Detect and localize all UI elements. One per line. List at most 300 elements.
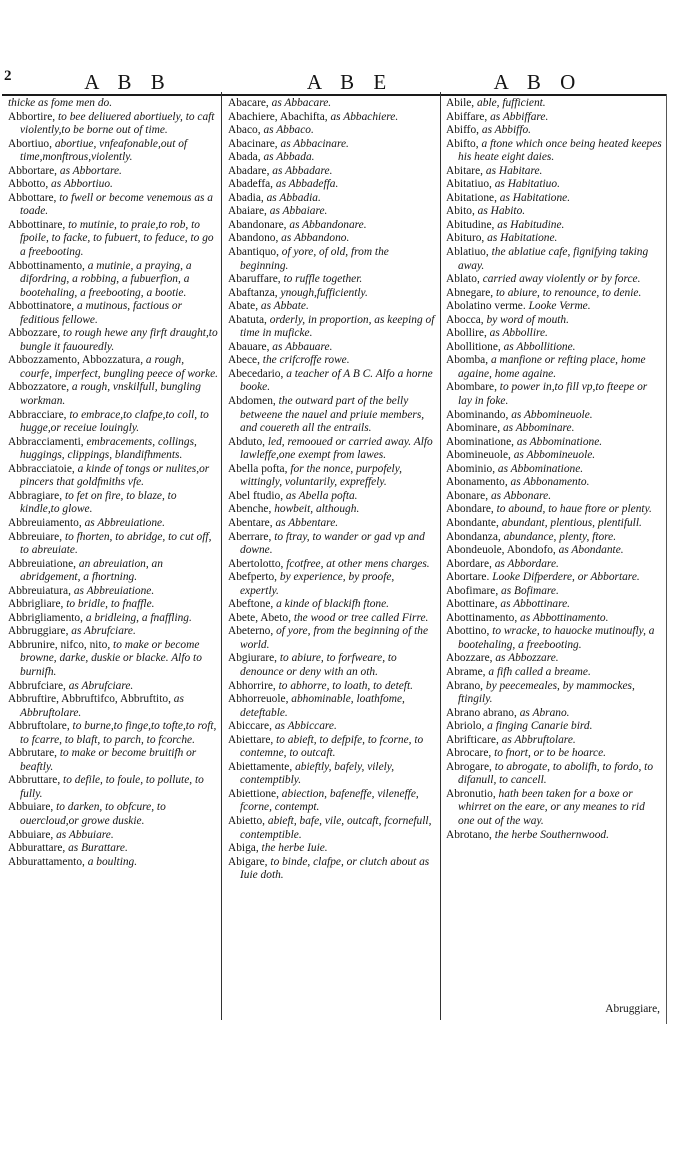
entry-headword: Abbotto, <box>8 178 49 191</box>
entry-gloss: as Habitare. <box>485 164 543 177</box>
entry-headword: Abozzare, <box>446 652 493 665</box>
entry-gloss: as Abbauare. <box>272 340 333 353</box>
entry-gloss: abiection, bafeneffe, vileneffe, fcorne, contempt. <box>240 787 419 814</box>
dictionary-entry <box>446 449 662 463</box>
entry-headword: Abbottare, <box>8 191 57 204</box>
entry-gloss: the herbe Iuie. <box>261 842 328 855</box>
entry-gloss: a bridleing, a fnaffling. <box>85 611 192 624</box>
entry-gloss: a finging Canarie bird. <box>487 720 593 733</box>
entry-gloss: led, remooued or carried away. Alfo lawleffe,one exempt from lawes. <box>240 435 433 462</box>
column-header-2: A B E <box>306 70 394 94</box>
entry-headword: Abbragiare, <box>8 489 63 502</box>
entry-headword: Abiffare, <box>446 110 488 123</box>
entry-headword: Abbottinare, <box>8 218 66 231</box>
entry-gloss: to make or become bruitifh or beaftly. <box>20 747 197 773</box>
dictionary-entry <box>228 192 436 206</box>
dictionary-entry <box>228 517 436 531</box>
entry-headword: Abandono, <box>228 232 279 245</box>
entry-headword: Ablatiuo, <box>446 246 489 259</box>
entry-gloss: as Habitatione. <box>499 191 571 204</box>
entry-headword: Abaftanza, <box>228 286 278 299</box>
entry-headword: Abbuiare, <box>8 801 54 814</box>
entry-gloss: a teacher of A B C. Alfo a horne booke. <box>240 367 433 394</box>
entry-headword: Abbortare, <box>8 164 58 177</box>
entry-headword: Abdomen, <box>228 395 276 408</box>
dictionary-entry <box>446 517 662 531</box>
running-headers <box>0 62 690 92</box>
entry-gloss: to rough hewe any firft draught,to bungle it fauouredly. <box>20 327 218 353</box>
entry-headword: Abbreuiatura, <box>8 584 71 597</box>
dictionary-entry <box>8 625 218 639</box>
entry-gloss: to abound, to haue ftore or plenty. <box>496 503 652 516</box>
entry-headword: Abbozzare, <box>8 327 61 340</box>
entry-headword: Abonare, <box>446 489 489 502</box>
dictionary-entry <box>228 287 436 301</box>
entry-gloss: to abieft, to defpife, to fcorne, to contemne, to outcaft. <box>240 733 424 760</box>
entry-gloss: as Abbandono. <box>281 232 350 245</box>
entry-gloss: a fifh called a breame. <box>488 665 591 678</box>
dictionary-entry <box>8 856 218 870</box>
entry-headword: Abbruttare, <box>8 774 61 787</box>
entry-headword: Abnegare, <box>446 286 494 299</box>
entry-gloss: as Habitatiuo. <box>494 178 560 191</box>
dictionary-entry <box>8 598 218 612</box>
entry-gloss: to ftray, to wander or gad vp and downe. <box>240 530 425 557</box>
entry-headword: Abominatione, <box>446 435 515 448</box>
entry-gloss: to power in,to fill vp,to fteepe or lay in foke. <box>458 381 648 408</box>
dictionary-entry <box>8 517 218 531</box>
entry-gloss: as Abbortiuo. <box>51 178 113 191</box>
entry-headword: Abomineuole, <box>446 449 511 462</box>
entry-gloss: as Habitudine. <box>497 218 565 231</box>
dictionary-entry <box>446 585 662 599</box>
entry-gloss: as Habito. <box>477 205 526 218</box>
entry-gloss: as Abbadia. <box>266 191 321 204</box>
entry-gloss: a mutinous, factious or feditious fellowe. <box>20 300 183 326</box>
dictionary-entry <box>228 246 436 273</box>
dictionary-column-1 <box>8 97 218 869</box>
entry-headword: Abottino, <box>446 625 490 638</box>
dictionary-entry <box>228 815 436 842</box>
dictionary-entry <box>446 232 662 246</box>
dictionary-entry <box>446 138 662 165</box>
entry-headword: Abonamento, <box>446 476 508 489</box>
dictionary-entry <box>8 327 218 354</box>
dictionary-entry <box>228 842 436 856</box>
entry-gloss: as Abbuiare. <box>56 828 114 841</box>
dictionary-entry <box>228 111 436 125</box>
entry-gloss: abortiue, vnfeafonable,out of time,monftrous,violently. <box>20 137 188 164</box>
column-divider-2 <box>440 92 441 1020</box>
entry-headword: Abortare. <box>446 571 490 584</box>
entry-headword: Abriolo, <box>446 720 485 733</box>
entry-headword: Abadia, <box>228 191 264 204</box>
entry-gloss: as Abbottinare. <box>500 598 571 611</box>
dictionary-entry <box>446 707 662 721</box>
entry-headword: Abbottinamento, <box>8 259 85 272</box>
entry-headword: Abadeffa, <box>228 178 274 191</box>
entry-gloss: a mutinie, a praying, a difordring, a robbing, a fubuerfion, a bootehaling, a freebooting, a bootie. <box>20 259 192 299</box>
entry-gloss: as Bofimare. <box>501 584 559 597</box>
entry-headword: Abentare, <box>228 516 273 529</box>
entry-gloss: as Abbordare. <box>494 557 559 570</box>
entry-headword: Abhorrire, <box>228 679 276 692</box>
entry-gloss: of yore, from the beginning of the world. <box>240 625 429 651</box>
dictionary-entry <box>8 639 218 680</box>
entry-gloss: the outward part of the belly betweene the nauel and priuie members, and couereth all the entrails. <box>240 395 425 435</box>
entry-gloss: able, fufficient. <box>477 97 546 109</box>
dictionary-entry <box>228 788 436 815</box>
dictionary-entry <box>8 219 218 260</box>
entry-gloss: as Abbada. <box>263 151 315 164</box>
dictionary-entry <box>228 720 436 734</box>
dictionary-entry <box>446 314 662 328</box>
dictionary-entry <box>446 246 662 273</box>
dictionary-entry <box>8 558 218 585</box>
entry-gloss: as Abbadare. <box>272 164 333 177</box>
dictionary-entry <box>8 747 218 774</box>
entry-headword: Abortiuo, <box>8 137 52 150</box>
dictionary-entry <box>228 503 436 517</box>
dictionary-entry <box>228 138 436 152</box>
entry-gloss: as Abbreuiatione. <box>84 516 165 529</box>
entry-headword: Abrotano, <box>446 828 492 841</box>
entry-headword: Abiffo, <box>446 124 480 137</box>
dictionary-entry <box>446 544 662 558</box>
entry-headword: Abollire, <box>446 327 487 340</box>
entry-headword: Abominando, <box>446 408 509 421</box>
entry-headword: Abrogare, <box>446 760 492 773</box>
dictionary-entry <box>228 273 436 287</box>
entry-headword: Abito, <box>446 205 475 218</box>
dictionary-entry <box>446 761 662 788</box>
entry-gloss: as Abbonare. <box>490 489 552 502</box>
dictionary-entry <box>446 381 662 408</box>
dictionary-entry <box>8 680 218 694</box>
entry-gloss: a kinde of tongs or nulites,or pincers that goldfmiths vfe. <box>20 462 210 489</box>
entry-headword: Abertolotto, <box>228 557 284 570</box>
entry-gloss: to embrace,to clafpe,to coll, to hugge,or receiue louingly. <box>20 408 209 435</box>
entry-headword: Abduto, <box>228 435 266 448</box>
entry-headword: Abburattamento, <box>8 855 85 868</box>
entry-gloss: to fnort, or to be hoarce. <box>494 747 606 760</box>
entry-headword: Abronutio, <box>446 787 496 800</box>
entry-gloss: as Abbollire. <box>489 327 548 340</box>
entry-headword: Abiga, <box>228 842 259 855</box>
entry-headword: Abeftone, <box>228 598 274 611</box>
entry-headword: Abitudine, <box>446 218 495 231</box>
entry-gloss: the wood or tree called Firre. <box>293 611 429 624</box>
dictionary-entry <box>446 666 662 680</box>
entry-headword: Abbracciamenti, <box>8 435 84 448</box>
entry-gloss: as Abbomineuole. <box>513 449 596 462</box>
dictionary-entry <box>446 503 662 517</box>
entry-gloss: as Abbruftolare. <box>501 733 576 746</box>
entry-headword: Abecedario, <box>228 367 284 380</box>
entry-gloss: by peecemeales, by mammockes, ftingily. <box>458 679 635 706</box>
entry-gloss: to abhorre, to loath, to deteft. <box>278 679 413 692</box>
entry-headword: Abandonare, <box>228 218 287 231</box>
dictionary-entry <box>8 97 218 111</box>
dictionary-entry <box>228 856 436 883</box>
entry-gloss: as Abrufciare. <box>71 625 136 638</box>
entry-gloss: a manfione or refting place, home againe, home againe. <box>458 354 646 380</box>
dictionary-entry <box>446 598 662 612</box>
entry-gloss: by experience, by proofe, expertly. <box>240 571 395 597</box>
entry-gloss: thicke as fome men do. <box>8 97 113 109</box>
entry-gloss: howbeit, although. <box>274 503 360 516</box>
dictionary-entry <box>8 409 218 436</box>
dictionary-entry <box>8 720 218 747</box>
entry-gloss: a rough, vnskilfull, bungling workman. <box>20 381 201 408</box>
entry-gloss: for the nonce, purpofely, wittingly, voluntarily, expreffely. <box>240 462 402 489</box>
dictionary-entry <box>228 652 436 679</box>
dictionary-entry <box>446 625 662 652</box>
dictionary-entry <box>228 612 436 626</box>
dictionary-entry <box>446 463 662 477</box>
entry-gloss: embracements, collings, huggings, clippings, blandifhments. <box>20 435 197 462</box>
dictionary-entry <box>446 720 662 734</box>
entry-headword: Abgiurare, <box>228 652 278 665</box>
dictionary-entry <box>228 178 436 192</box>
entry-headword: Abbrufciare, <box>8 679 66 692</box>
dictionary-entry <box>446 571 662 585</box>
entry-gloss: as Abbreuiatione. <box>73 584 155 597</box>
dictionary-entry <box>446 300 662 314</box>
entry-gloss: as Abella pofta. <box>285 489 358 502</box>
entry-gloss: as Habitatione. <box>487 232 558 245</box>
entry-gloss: as Burattare. <box>68 842 128 855</box>
dictionary-entry <box>446 829 662 843</box>
dictionary-entry <box>228 124 436 138</box>
dictionary-entry <box>446 788 662 829</box>
dictionary-entry <box>446 192 662 206</box>
entry-gloss: a boulting. <box>87 855 138 868</box>
entry-headword: Abbruftire, Abbruftifco, Abbruftito, <box>8 693 171 706</box>
entry-gloss: as Abrano. <box>519 706 570 719</box>
dictionary-entry <box>446 124 662 138</box>
entry-headword: Abollitione, <box>446 340 501 353</box>
entry-headword: Abbruftolare, <box>8 720 70 733</box>
entry-headword: Abondare, <box>446 503 494 516</box>
dictionary-entry <box>8 463 218 490</box>
entry-headword: Abada, <box>228 151 261 164</box>
entry-gloss: Looke Verme. <box>528 300 591 313</box>
page-number: 2 <box>4 68 12 84</box>
dictionary-entry <box>228 300 436 314</box>
entry-headword: Abondante, <box>446 516 499 529</box>
dictionary-entry <box>446 436 662 450</box>
entry-headword: Abottinamento, <box>446 611 518 624</box>
entry-gloss: to ruffle together. <box>283 273 363 286</box>
dictionary-entry <box>8 531 218 558</box>
dictionary-entry <box>446 747 662 761</box>
entry-headword: Abitatiuo, <box>446 178 492 191</box>
dictionary-entry <box>446 219 662 233</box>
page-frame-right <box>666 94 667 1024</box>
dictionary-entry <box>446 558 662 572</box>
entry-headword: Abrano, <box>446 679 484 692</box>
dictionary-entry <box>228 531 436 558</box>
entry-gloss: to defile, to foule, to pollute, to fully. <box>20 774 204 800</box>
entry-headword: Abominio, <box>446 462 496 475</box>
entry-gloss: to bee deliuered abortiuely, to caft violently,to be borne out of time. <box>20 110 215 137</box>
entry-headword: Abile, <box>446 97 475 109</box>
entry-gloss: hath been taken for a boxe or whirret on the eare, or any meanes to rid one out of the way. <box>458 787 645 827</box>
entry-headword: Abbortire, <box>8 110 56 123</box>
entry-gloss: to binde, clafpe, or clutch about as Iuie doth. <box>240 855 430 882</box>
entry-gloss: as Abbottinamento. <box>520 611 609 624</box>
entry-gloss: as Abbiccare. <box>274 720 337 733</box>
dictionary-entry <box>8 300 218 327</box>
dictionary-entry <box>228 490 436 504</box>
dictionary-entry <box>446 476 662 490</box>
dictionary-entry <box>446 178 662 192</box>
column-header-1: A B B <box>84 70 172 94</box>
entry-headword: Abel ftudio, <box>228 489 284 502</box>
entry-headword: Abifto, <box>446 137 479 150</box>
dictionary-entry <box>228 680 436 694</box>
entry-gloss: as Abondante. <box>558 544 624 557</box>
dictionary-entry <box>446 652 662 666</box>
entry-headword: Abaco, <box>228 124 261 137</box>
dictionary-entry <box>228 151 436 165</box>
dictionary-entry <box>8 829 218 843</box>
entry-headword: Abhorreuole, <box>228 693 289 706</box>
entry-headword: Abrocare, <box>446 747 492 760</box>
entry-headword: Abondanza, <box>446 530 501 543</box>
entry-headword: Abituro, <box>446 232 485 245</box>
entry-gloss: the ablatiue cafe, fignifying taking away. <box>458 246 649 272</box>
dictionary-entry <box>446 531 662 545</box>
entry-headword: Abigare, <box>228 855 268 868</box>
entry-gloss: as Abbaiare. <box>269 205 328 218</box>
entry-gloss: to mutinie, to praie,to rob, to fpoile, to facke, to fubuert, to feduce, to go a freebooting. <box>20 218 214 259</box>
entry-headword: Abbottinatore, <box>8 300 75 313</box>
entry-gloss: abundance, plenty, ftore. <box>503 530 617 543</box>
entry-gloss: to fhorten, to abridge, to cut off, to abreuiate. <box>20 530 212 557</box>
entry-headword: Abottinare, <box>446 598 498 611</box>
dictionary-entry <box>8 138 218 165</box>
entry-headword: Abbuiare, <box>8 828 54 841</box>
dictionary-column-2 <box>228 97 436 883</box>
entry-headword: Abrano abrano, <box>446 706 517 719</box>
entry-headword: Abenche, <box>228 503 272 516</box>
entry-headword: Abburattare, <box>8 842 66 855</box>
dictionary-entry <box>446 165 662 179</box>
entry-gloss: as Abbacinare. <box>280 137 349 150</box>
entry-gloss: the crifcroffe rowe. <box>262 354 350 367</box>
dictionary-entry <box>228 368 436 395</box>
entry-headword: Abietto, <box>228 814 266 827</box>
dictionary-entry <box>228 625 436 652</box>
entry-gloss: abieftly, bafely, vilely, contemptibly. <box>240 760 395 787</box>
dictionary-entry <box>8 801 218 828</box>
dictionary-entry <box>446 422 662 436</box>
dictionary-entry <box>446 205 662 219</box>
entry-headword: Abece, <box>228 354 260 367</box>
entry-gloss: as Abbaco. <box>263 124 314 137</box>
header-rule <box>2 94 666 96</box>
dictionary-entry <box>228 232 436 246</box>
entry-headword: Aberrare, <box>228 530 272 543</box>
entry-headword: Abomba, <box>446 354 489 367</box>
dictionary-entry <box>228 341 436 355</box>
entry-gloss: carried away violently or by force. <box>482 273 641 286</box>
entry-gloss: to fwell or become venemous as a toade. <box>20 191 214 218</box>
entry-headword: Abiettare, <box>228 733 274 746</box>
dictionary-entry <box>446 97 662 111</box>
dictionary-entry <box>446 111 662 125</box>
entry-headword: Abate, <box>228 300 259 313</box>
dictionary-entry <box>446 490 662 504</box>
entry-gloss: an abreuiation, an abridgement, a fhortning. <box>20 557 163 584</box>
entry-headword: Abbracciare, <box>8 408 67 421</box>
dictionary-entry <box>228 205 436 219</box>
dictionary-entry <box>446 409 662 423</box>
dictionary-entry <box>228 463 436 490</box>
entry-gloss: as Abbruftolare. <box>20 693 184 719</box>
entry-gloss: to make or become browne, darke, duskie or blacke. Alfo to burnifh. <box>20 638 202 678</box>
entry-gloss: a ftone which once being heated keepes his heate eight daies. <box>458 137 662 164</box>
entry-gloss: to wracke, to hauocke mutinoufly, a bootehaling, a freebooting. <box>458 625 655 651</box>
entry-headword: Abadare, <box>228 164 270 177</box>
dictionary-entry <box>8 585 218 599</box>
entry-gloss: as Abbominatione. <box>497 462 584 475</box>
entry-gloss: as Abbandonare. <box>289 218 367 231</box>
entry-headword: Abbruggiare, <box>8 625 69 638</box>
entry-gloss: abieft, bafe, vile, outcaft, fcornefull, contemptible. <box>240 814 432 841</box>
entry-gloss: as Abrufciare. <box>68 679 134 692</box>
entry-headword: Abbreuiare, <box>8 530 63 543</box>
dictionary-entry <box>228 693 436 720</box>
column-divider-1 <box>221 92 222 1020</box>
entry-gloss: as Abbomineuole. <box>511 408 593 421</box>
entry-gloss: as Abbozzare. <box>495 652 559 665</box>
dictionary-entry <box>228 97 436 111</box>
entry-gloss: to bridle, to fnaffle. <box>66 598 155 611</box>
entry-gloss: as Abbiffo. <box>481 124 532 137</box>
dictionary-entry <box>446 287 662 301</box>
entry-headword: Abantiquo, <box>228 246 279 259</box>
entry-gloss: as Abbonamento. <box>510 476 590 489</box>
dictionary-entry <box>446 612 662 626</box>
entry-headword: Abbrigliare, <box>8 598 64 611</box>
entry-gloss: to fet on fire, to blaze, to kindle,to glowe. <box>20 489 177 516</box>
entry-gloss: a kinde of blackifh ftone. <box>276 598 390 611</box>
entry-gloss: ynough,fufficiently. <box>280 286 368 299</box>
entry-gloss: to abiure, to forfweare, to denounce or deny with an oth. <box>240 652 397 678</box>
dictionary-entry <box>8 178 218 192</box>
entry-headword: Abauare, <box>228 340 270 353</box>
dictionary-entry <box>228 571 436 598</box>
dictionary-entry <box>8 842 218 856</box>
entry-gloss: the herbe Southernwood. <box>494 828 609 841</box>
entry-headword: Abbreuiatione, <box>8 557 77 570</box>
dictionary-entry <box>8 192 218 219</box>
entry-headword: Abbracciatoie, <box>8 462 75 475</box>
entry-headword: Abefperto, <box>228 571 278 584</box>
dictionary-entry <box>446 734 662 748</box>
entry-headword: Ablato, <box>446 273 480 286</box>
dictionary-entry <box>446 341 662 355</box>
dictionary-entry <box>228 165 436 179</box>
entry-headword: Abbozzatore, <box>8 381 70 394</box>
dictionary-entry <box>228 558 436 572</box>
entry-headword: Abordare, <box>446 557 492 570</box>
dictionary-entry <box>228 395 436 436</box>
entry-gloss: of yore, of old, from the beginning. <box>240 246 389 272</box>
